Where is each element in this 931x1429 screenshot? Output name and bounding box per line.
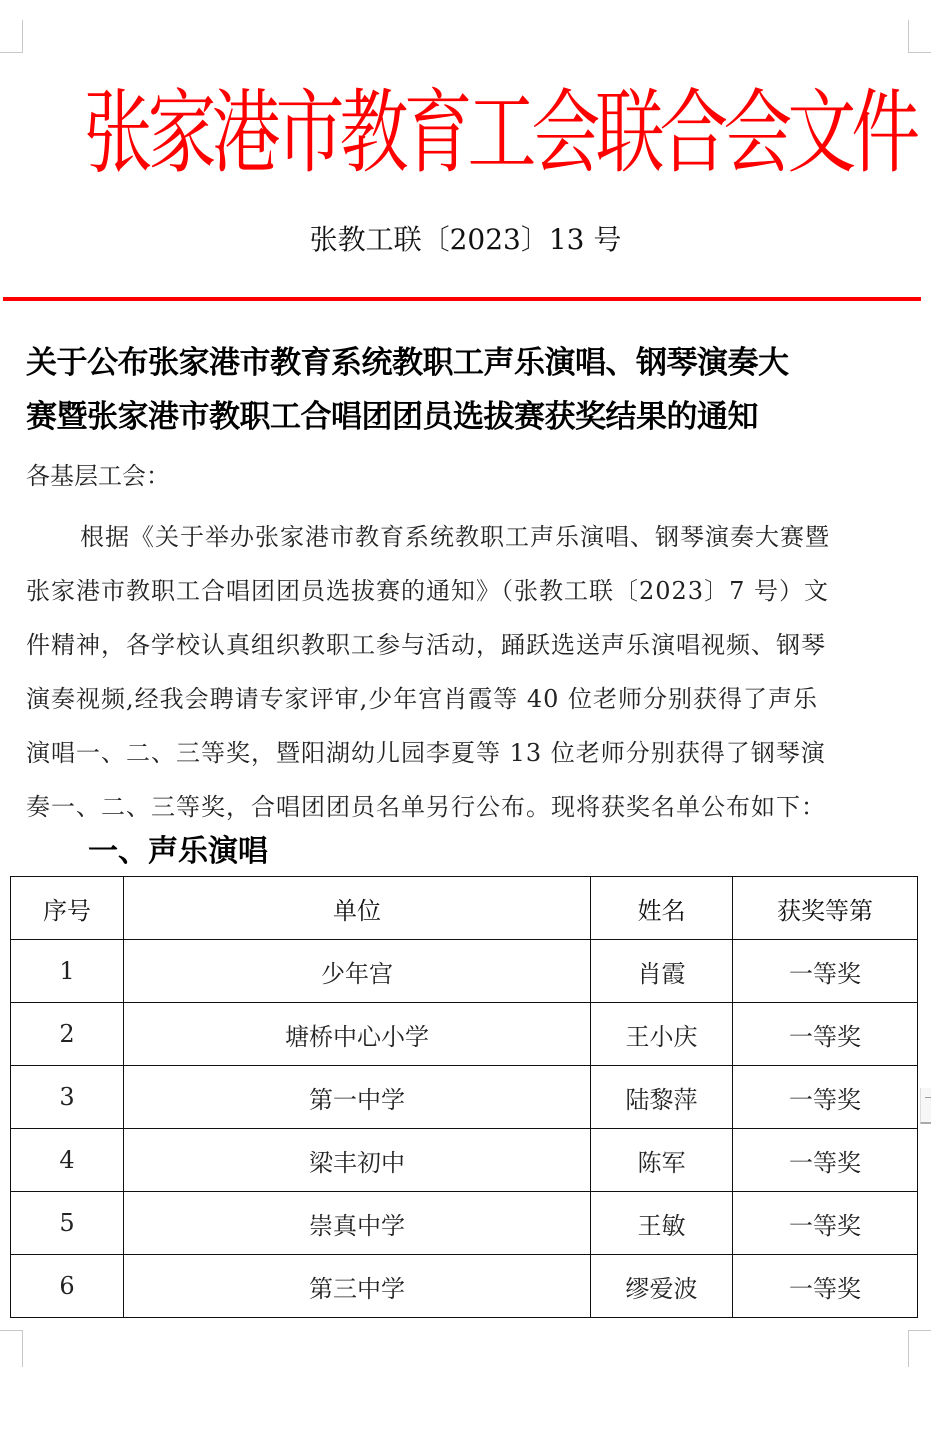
- page-corner-mark-bottom-right: [908, 1330, 931, 1367]
- cell-name: 缪爱波: [591, 1255, 733, 1318]
- table-row: [11, 1192, 918, 1255]
- section-heading: 一、声乐演唱: [88, 834, 268, 869]
- cell-index: 2: [11, 1003, 124, 1066]
- table-row: [11, 1003, 918, 1066]
- cell-name: 王小庆: [591, 1003, 733, 1066]
- cell-unit: 崇真中学: [124, 1192, 591, 1255]
- cell-name: 陈军: [591, 1129, 733, 1192]
- page-corner-mark-top-right: [908, 20, 931, 53]
- awards-table: [10, 876, 918, 1318]
- table-row: [11, 1066, 918, 1129]
- body-line: 演奏视频,经我会聘请专家评审,少年宫肖霞等 40 位老师分别获得了声乐: [26, 685, 819, 713]
- table-header-row: [11, 877, 918, 940]
- notice-title: [26, 336, 916, 444]
- page-corner-mark-top-left: [0, 20, 23, 53]
- table-row: [11, 1255, 918, 1318]
- body-line: 件精神，各学校认真组织教职工参与活动，踊跃选送声乐演唱视频、钢琴: [26, 631, 826, 659]
- table-row: [11, 1129, 918, 1192]
- header-unit: 单位: [124, 877, 591, 940]
- body-paragraph: [26, 510, 910, 834]
- masthead-red-divider: [3, 297, 921, 301]
- document-number: 张教工联〔2023〕13 号: [309, 223, 622, 256]
- cell-unit: 第一中学: [124, 1066, 591, 1129]
- cell-index: 3: [11, 1066, 124, 1129]
- cell-award: 一等奖: [733, 1255, 918, 1318]
- cell-index: 4: [11, 1129, 124, 1192]
- cell-name: 肖霞: [591, 940, 733, 1003]
- notice-title-line: 赛暨张家港市教职工合唱团团员选拔赛获奖结果的通知: [26, 399, 758, 435]
- page-corner-mark-bottom-left: [0, 1330, 23, 1367]
- cell-award: 一等奖: [733, 1003, 918, 1066]
- cell-unit: 塘桥中心小学: [124, 1003, 591, 1066]
- table-row: [11, 940, 918, 1003]
- cell-award: 一等奖: [733, 940, 918, 1003]
- cell-name: 王敏: [591, 1192, 733, 1255]
- header-index: 序号: [11, 877, 124, 940]
- cell-index: 6: [11, 1255, 124, 1318]
- cell-unit: 梁丰初中: [124, 1129, 591, 1192]
- notice-title-line: 关于公布张家港市教育系统教职工声乐演唱、钢琴演奏大: [26, 345, 789, 381]
- cell-award: 一等奖: [733, 1192, 918, 1255]
- document-masthead: 张家港市教育工会联合会文件: [83, 79, 916, 186]
- body-line: 演唱一、二、三等奖，暨阳湖幼儿园李夏等 13 位老师分别获得了钢琴演: [26, 739, 826, 767]
- cell-award: 一等奖: [733, 1129, 918, 1192]
- cell-unit: 少年宫: [124, 940, 591, 1003]
- body-line: 张家港市教职工合唱团团员选拔赛的通知》（张教工联〔2023〕7 号）文: [26, 577, 829, 605]
- header-name: 姓名: [591, 877, 733, 940]
- body-line: 奏一、二、三等奖，合唱团团员名单另行公布。现将获奖名单公布如下：: [26, 793, 826, 821]
- cell-award: 一等奖: [733, 1066, 918, 1129]
- cell-unit: 第三中学: [124, 1255, 591, 1318]
- cell-name: 陆黎萍: [591, 1066, 733, 1129]
- salutation: 各基层工会：: [26, 462, 170, 490]
- body-line: 根据《关于举办张家港市教育系统教职工声乐演唱、钢琴演奏大赛暨: [80, 523, 830, 551]
- add-table-row-handle-icon[interactable]: [920, 1088, 931, 1124]
- cell-index: 1: [11, 940, 124, 1003]
- header-award-level: 获奖等第: [733, 877, 918, 940]
- cell-index: 5: [11, 1192, 124, 1255]
